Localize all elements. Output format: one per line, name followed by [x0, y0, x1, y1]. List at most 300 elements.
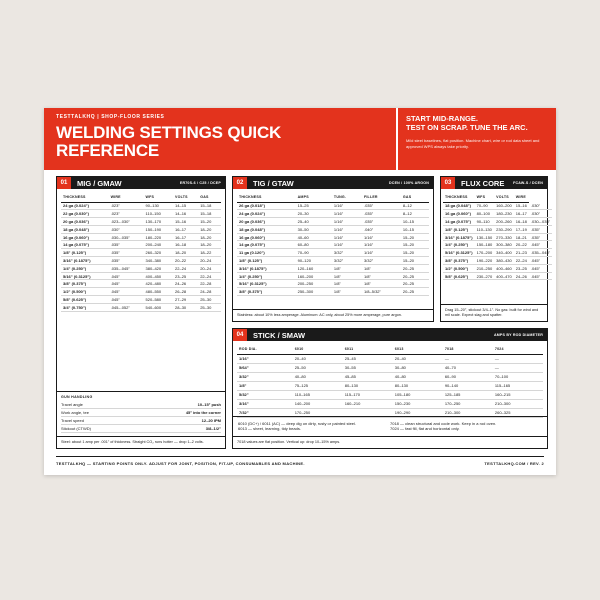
table-cell: 25–45: [343, 354, 393, 363]
table-cell: .030": [529, 210, 552, 218]
table-cell: 90–110: [475, 218, 495, 226]
table-cell: 3/8" (0.375"): [61, 280, 109, 288]
table-cell: 24–28: [198, 288, 221, 296]
table-cell: .030–.035": [109, 233, 144, 241]
table-cell: .045": [529, 257, 552, 265]
legend-line: 7024 — fast fill, flat and horizontal only.: [390, 426, 460, 432]
table-cell: 8–12: [401, 210, 429, 218]
table-row: [61, 296, 221, 304]
table-row: [61, 288, 221, 296]
mig-col-header: VOLTS: [173, 193, 198, 202]
table-cell: 20–24: [198, 257, 221, 265]
table-cell: 26 ga (0.018"): [237, 202, 296, 210]
flux-number: 03: [441, 177, 455, 189]
stick-legend-right: [390, 421, 542, 431]
table-row: [61, 218, 221, 226]
flux-table-wrap: [441, 189, 551, 280]
table-cell: 40–80: [393, 372, 443, 381]
table-row: [61, 272, 221, 280]
table-row: [237, 354, 543, 363]
table-cell: 25–50: [293, 363, 343, 372]
table-cell: 5/64": [237, 363, 293, 372]
stick-footnote: 7018 values are flat position. Vertical up: drop 10–15% amps.: [233, 436, 547, 448]
flux-col-header: WFS: [475, 193, 495, 202]
tig-subtitle: DCEN / 100% ARGON: [388, 181, 429, 185]
table-row: [443, 257, 552, 265]
gun-label: Travel angle: [61, 402, 83, 407]
table-cell: 1/8–5/32": [362, 288, 401, 296]
table-cell: 170–250: [293, 408, 343, 417]
table-cell: 200–260: [496, 218, 512, 224]
table-cell: 1/8" (0.125"): [443, 225, 475, 233]
table-cell: 120–160: [296, 264, 332, 272]
table-cell: 170–250: [443, 399, 493, 408]
table-row: [237, 249, 429, 257]
table-cell: 130–150: [476, 234, 493, 240]
table-row: [237, 272, 429, 280]
mig-col-header: WFS: [144, 193, 173, 202]
table-cell: 1/16": [332, 218, 362, 226]
table-cell: 250–300: [296, 288, 332, 296]
table-cell: 140–200: [293, 399, 343, 408]
table-cell: 27–29: [173, 296, 198, 304]
table-cell: 160–210: [343, 399, 393, 408]
table-cell: .030": [109, 225, 144, 233]
table-row: [237, 210, 429, 218]
table-row: [61, 303, 221, 311]
table-cell: .035": [362, 202, 401, 210]
table-cell: 1/16": [362, 249, 401, 257]
table-row: [237, 381, 543, 390]
tig-table: [237, 193, 429, 296]
table-row: [61, 233, 221, 241]
header-right: [406, 114, 552, 149]
table-cell: 14–16: [173, 210, 198, 218]
gun-row: [61, 417, 221, 425]
table-cell: 90–120: [296, 257, 332, 265]
table-cell: 26–28: [173, 288, 198, 296]
table-cell: .035–.045": [109, 264, 144, 272]
table-cell: 14 ga (0.075"): [443, 218, 475, 226]
table-cell: 20–24: [198, 264, 221, 272]
table-cell: 22–24: [515, 257, 527, 263]
tig-col-header: AMPS: [296, 193, 332, 202]
table-cell: .035": [362, 218, 401, 226]
table-cell: 10–15: [401, 218, 429, 226]
table-cell: 40–80: [293, 372, 343, 381]
header-left: [56, 114, 428, 160]
tig-title: TIG / GTAW: [253, 178, 294, 188]
mig-footnote: Steel: about 1 amp per .001" of thickness. Straight CO₂ runs hotter — drop 1–2 volts.: [57, 436, 225, 448]
table-cell: 3/16" (0.1875"): [237, 264, 296, 272]
table-cell: 160–200: [496, 203, 512, 209]
stick-col-header: 7018: [443, 345, 493, 354]
table-row: [237, 264, 429, 272]
table-row: [443, 225, 552, 233]
table-cell: 1/8": [332, 280, 362, 288]
table-cell: 1/16": [362, 241, 401, 249]
gun-label: Travel speed: [61, 418, 84, 423]
table-cell: 170–200: [476, 250, 493, 256]
table-cell: 15–16: [515, 203, 527, 209]
flux-footnote: Drag 15–20°, stickout 3/4–1". No gas: built for wind and mil scale. Expect slag and spatter.: [441, 304, 547, 321]
table-cell: 1/4" (0.250"): [61, 264, 109, 272]
table-cell: 105–180: [393, 390, 443, 399]
table-cell: 130–170: [144, 218, 173, 226]
table-cell: 1/8": [237, 381, 293, 390]
table-cell: 90–130: [144, 202, 173, 210]
table-cell: 30–55: [343, 363, 393, 372]
table-cell: 60–80: [296, 241, 332, 249]
mig-col-header: GAS: [198, 193, 221, 202]
mig-table: [61, 193, 221, 312]
table-row: [443, 210, 552, 218]
stick-col-header: 6013: [393, 345, 443, 354]
table-cell: 1/8": [332, 264, 362, 272]
table-cell: 18 ga (0.048"): [443, 202, 475, 210]
flux-col-header: VOLTS: [494, 193, 514, 202]
table-cell: 380–430: [496, 257, 512, 263]
table-cell: 45–85: [343, 372, 393, 381]
table-cell: 28–30: [173, 303, 198, 311]
mig-col-header: THICKNESS: [61, 193, 109, 202]
table-cell: 200–240: [144, 241, 173, 249]
table-cell: 160–200: [296, 272, 332, 280]
stick-legend-left: [238, 421, 390, 431]
gun-value: 10–15° push: [197, 402, 221, 407]
table-cell: 520–580: [144, 296, 173, 304]
table-cell: 18–20: [198, 233, 221, 241]
tagline: [406, 114, 552, 132]
table-row: [237, 233, 429, 241]
table-row: [237, 280, 429, 288]
gun-row: [61, 425, 221, 433]
table-cell: 3/8" (0.375"): [237, 288, 296, 296]
table-cell: 15–20: [401, 257, 429, 265]
table-cell: 23–25: [173, 272, 198, 280]
header-note: Mild steel baselines, flat position. Machine chart, wire or rod data sheet and approved WPS always take priority.: [406, 138, 540, 149]
gun-row: [61, 409, 221, 417]
legend-line: 7018 — clean structural and code work. Keep in a rod oven.: [390, 421, 497, 426]
table-cell: 25–30: [198, 303, 221, 311]
table-cell: 150–180: [476, 242, 493, 248]
table-row: [443, 218, 552, 226]
table-cell: .035": [109, 257, 144, 265]
stick-legend: [233, 416, 547, 435]
table-cell: 14 ga (0.075"): [237, 241, 296, 249]
table-cell: .045": [529, 241, 552, 249]
gun-handling: [57, 391, 225, 436]
table-cell: 125–185: [443, 390, 493, 399]
table-row: [443, 249, 552, 257]
table-cell: 1/2" (0.500"): [443, 264, 475, 272]
tig-table-wrap: [233, 189, 433, 296]
table-cell: 5/16" (0.3125"): [445, 250, 473, 256]
table-cell: .023": [109, 210, 144, 218]
table-cell: 18 ga (0.048"): [61, 225, 109, 233]
flux-col-header: WIRE: [514, 193, 529, 202]
title-line-1: WELDING SETTINGS QUICK: [56, 123, 282, 142]
table-cell: 150–190: [144, 225, 173, 233]
table-cell: 260–320: [144, 249, 173, 257]
header-divider: [396, 108, 398, 170]
mig-number: 01: [57, 177, 71, 189]
table-row: [61, 241, 221, 249]
table-cell: 3/16" (0.1875"): [445, 234, 473, 240]
table-cell: 1/8": [332, 288, 362, 296]
table-cell: 270–330: [496, 234, 512, 240]
stick-title: STICK / SMAW: [253, 330, 306, 340]
title-line-2: REFERENCE: [56, 141, 160, 160]
table-cell: 15–25: [296, 202, 332, 210]
table-cell: 190–290: [393, 408, 443, 417]
table-cell: .040": [362, 225, 401, 233]
table-cell: 80–100: [475, 210, 495, 218]
table-cell: 340–380: [144, 257, 173, 265]
stick-col-header: 6011: [343, 345, 393, 354]
table-cell: 1/16": [332, 241, 362, 249]
table-cell: 5/8" (0.625"): [61, 296, 109, 304]
table-cell: 400–460: [496, 265, 512, 271]
table-cell: .035": [362, 210, 401, 218]
table-cell: .035": [529, 225, 552, 233]
table-cell: 60–90: [443, 372, 493, 381]
table-cell: 420–480: [144, 280, 173, 288]
stick-col-header: ROD DIA.: [237, 345, 293, 354]
mig-col-header: WIRE: [109, 193, 144, 202]
table-cell: 480–550: [144, 288, 173, 296]
footer-disclaimer: TESTTALKHQ — STARTING POINTS ONLY. ADJUST FOR JOINT, POSITION, FIT-UP, CONSUMABLES AND MACHINE.: [56, 461, 305, 466]
mig-panel: [56, 176, 226, 449]
table-cell: 1/8" (0.125"): [237, 257, 296, 265]
table-cell: 1/16": [332, 233, 362, 241]
table-row: [61, 202, 221, 210]
table-cell: 180–220: [144, 233, 173, 241]
table-cell: 18–20: [198, 241, 221, 249]
table-cell: 300–380: [496, 242, 512, 248]
table-cell: 24–26: [173, 280, 198, 288]
table-cell: 200–250: [296, 280, 332, 288]
table-cell: 3/4" (0.750"): [61, 303, 109, 311]
table-cell: 1/8": [362, 272, 401, 280]
table-cell: 20–22: [173, 257, 198, 265]
table-cell: 24 ga (0.024"): [237, 210, 296, 218]
table-cell: 190–220: [476, 257, 493, 263]
table-cell: 18–22: [198, 249, 221, 257]
table-cell: 17–19: [515, 226, 527, 232]
tig-col-header: GAS: [401, 193, 429, 202]
table-cell: 20 ga (0.036"): [237, 218, 296, 226]
table-cell: 8–12: [401, 202, 429, 210]
table-cell: 20–40: [393, 354, 443, 363]
stick-subtitle: AMPS BY ROD DIAMETER: [493, 333, 543, 337]
tig-col-header: TUNG.: [332, 193, 362, 202]
table-cell: 1/16": [332, 202, 362, 210]
table-cell: 15–20: [401, 233, 429, 241]
legend-line: 6013 — sheet, learning, tidy beads.: [238, 426, 301, 432]
table-cell: 18–20: [198, 225, 221, 233]
table-cell: 1/8": [362, 280, 401, 288]
footer-site: TESTTALKHQ.COM / REV. 2: [484, 461, 544, 466]
table-cell: 80–130: [393, 381, 443, 390]
flux-table: [443, 193, 552, 280]
table-cell: 160–215: [493, 390, 543, 399]
table-row: [237, 202, 429, 210]
flux-panel: [440, 176, 551, 322]
table-cell: 5/16" (0.3125"): [237, 280, 296, 288]
table-cell: 15–20: [401, 249, 429, 257]
table-cell: 16–17: [173, 233, 198, 241]
table-row: [61, 264, 221, 272]
table-row: [443, 233, 552, 241]
table-cell: 400–450: [144, 272, 173, 280]
table-cell: 3/32": [362, 257, 401, 265]
table-row: [61, 249, 221, 257]
table-cell: 16 ga (0.060"): [443, 210, 475, 218]
tig-panel: [232, 176, 434, 322]
legend-line: 6010 (DC+) / 6011 (AC) — deep dig on dirty, rusty or painted steel.: [238, 421, 357, 426]
table-cell: 1/4" (0.250"): [443, 241, 475, 249]
table-row: [237, 241, 429, 249]
table-cell: 18–20: [173, 249, 198, 257]
tig-bar: [233, 177, 433, 189]
reference-sheet: [44, 108, 556, 475]
table-cell: 1/4" (0.250"): [237, 272, 296, 280]
table-cell: .035": [109, 241, 144, 249]
table-cell: 1/16": [332, 225, 362, 233]
table-cell: 3/16" (0.1875"): [61, 257, 109, 265]
table-cell: 30–50: [296, 225, 332, 233]
table-cell: 16–18: [515, 218, 527, 224]
flux-bar: [441, 177, 547, 189]
table-cell: .045": [529, 264, 552, 272]
table-cell: 1/16": [362, 233, 401, 241]
table-cell: 15–20: [198, 218, 221, 226]
table-cell: 1/2" (0.500"): [61, 288, 109, 296]
table-cell: 210–250: [476, 265, 493, 271]
gun-row: [61, 401, 221, 409]
table-cell: 70–100: [493, 372, 543, 381]
stick-panel: [232, 328, 548, 449]
stick-table-wrap: [233, 341, 547, 418]
mig-title: MIG / GMAW: [77, 178, 122, 188]
table-cell: 20–25: [401, 264, 429, 272]
table-cell: 380–420: [144, 264, 173, 272]
table-cell: .030–.035": [530, 218, 551, 224]
table-cell: 3/32": [237, 372, 293, 381]
table-cell: 5/32": [237, 390, 293, 399]
table-cell: 7/32": [237, 408, 293, 417]
table-cell: 80–130: [343, 381, 393, 390]
mig-bar: [57, 177, 225, 189]
table-cell: .030": [529, 202, 552, 210]
table-cell: 16–17: [515, 211, 527, 217]
table-cell: .045": [109, 280, 144, 288]
table-cell: 22–24: [173, 264, 198, 272]
stick-table: [237, 345, 543, 418]
table-cell: 20–40: [293, 354, 343, 363]
table-cell: .045": [109, 296, 144, 304]
table-cell: 15–20: [401, 241, 429, 249]
table-cell: 14–15: [173, 202, 198, 210]
table-cell: 15–18: [198, 210, 221, 218]
table-cell: 260–325: [493, 408, 543, 417]
table-cell: 3/32": [332, 249, 362, 257]
table-cell: 110–150: [144, 210, 173, 218]
table-cell: 210–300: [443, 408, 493, 417]
table-cell: .035": [529, 233, 552, 241]
table-cell: 70–90: [296, 249, 332, 257]
table-cell: 150–230: [393, 399, 443, 408]
table-cell: 15–16: [173, 218, 198, 226]
table-cell: 40–60: [296, 233, 332, 241]
table-cell: 16–17: [173, 225, 198, 233]
stick-number: 04: [233, 329, 247, 341]
table-row: [237, 257, 429, 265]
table-cell: 16 ga (0.060"): [61, 233, 109, 241]
table-cell: 20–22: [515, 242, 527, 248]
table-cell: 110–130: [475, 225, 495, 233]
table-cell: 20–25: [401, 280, 429, 288]
table-cell: 20–25: [401, 272, 429, 280]
table-cell: 90–140: [443, 381, 493, 390]
table-cell: .023": [109, 202, 144, 210]
table-cell: 20–25: [401, 288, 429, 296]
table-cell: 70–90: [475, 202, 495, 210]
table-row: [443, 202, 552, 210]
sheet-footer: [56, 456, 544, 466]
tig-col-header: THICKNESS: [237, 193, 296, 202]
table-cell: 14 ga (0.075"): [61, 241, 109, 249]
table-cell: 24 ga (0.024"): [61, 202, 109, 210]
table-row: [443, 272, 552, 280]
table-row: [237, 225, 429, 233]
stick-col-header: 6010: [293, 345, 343, 354]
table-cell: .035–.045": [530, 250, 551, 256]
table-cell: 18–21: [515, 234, 527, 240]
tig-footnote: Stainless: about 10% less amperage. Aluminum: AC only, about 25% more amperage, pure argon.: [233, 309, 433, 321]
gun-label: Work angle, tee: [61, 410, 89, 415]
gun-value: 3/8–1/2": [205, 426, 221, 431]
table-cell: 1/8": [332, 272, 362, 280]
table-row: [443, 241, 552, 249]
table-row: [61, 225, 221, 233]
table-row: [61, 257, 221, 265]
table-cell: 22 ga (0.030"): [61, 210, 109, 218]
table-cell: 5/8" (0.625"): [443, 272, 475, 280]
gun-value: 12–20 IPM: [201, 418, 221, 423]
table-cell: 400–470: [496, 273, 512, 279]
tig-number: 02: [233, 177, 247, 189]
table-cell: 110–165: [293, 390, 343, 399]
table-cell: 210–300: [493, 399, 543, 408]
table-cell: 23–25: [515, 265, 527, 271]
table-cell: .045": [529, 272, 552, 280]
table-cell: 1/8" (0.125"): [61, 249, 109, 257]
table-cell: 1/16": [237, 354, 293, 363]
flux-subtitle: FCAW-S / DCEN: [513, 181, 543, 185]
table-row: [443, 264, 552, 272]
table-cell: 25–40: [296, 218, 332, 226]
page-title: [56, 124, 428, 160]
table-cell: .035": [109, 249, 144, 257]
table-cell: —: [443, 354, 493, 363]
table-cell: 540–600: [144, 303, 173, 311]
table-cell: —: [493, 363, 543, 372]
table-cell: 18 ga (0.048"): [237, 225, 296, 233]
table-cell: 22–24: [198, 272, 221, 280]
gun-value: 45° into the corner: [185, 410, 221, 415]
